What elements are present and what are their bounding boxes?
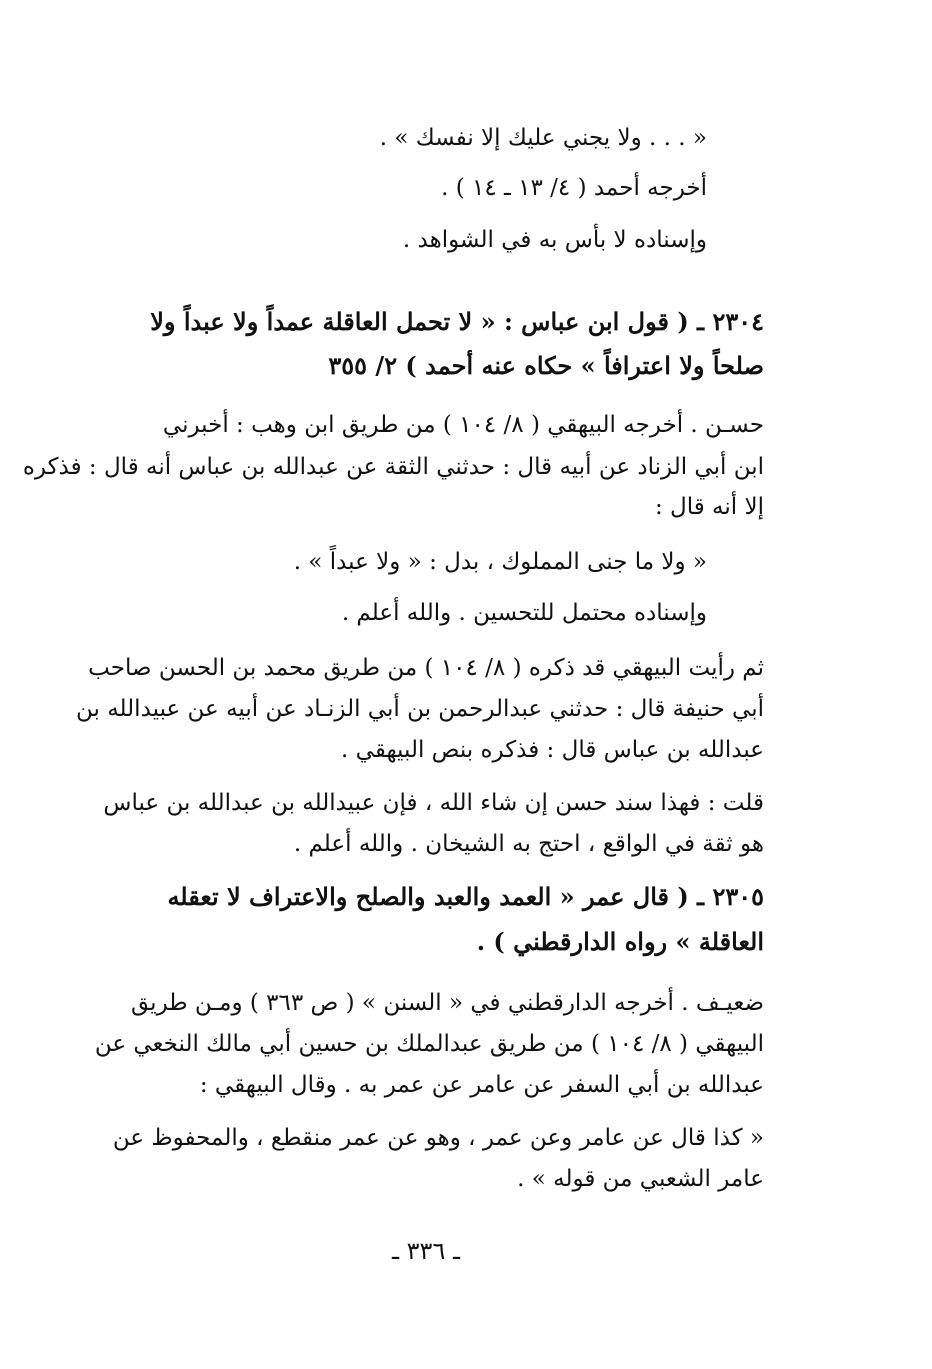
text-line: وإسناده لا بأس به في الشواهد .: [402, 227, 707, 253]
text-line: أبي حنيفة قال : حدثني عبدالرحمن بن أبي الزنـاد عن أبيه عن عبيدالله بن: [76, 696, 764, 722]
text-line: ضعيـف . أخرجه الدارقطني في « السنن » ( ص ٣٦٣ ) ومـن طريق: [130, 990, 764, 1016]
text-line: عبدالله بن عباس قال : فذكره بنص البيهقي .: [341, 737, 764, 763]
quote-line: « ولا ما جنى المملوك ، بدل : « ولا عبداً » .: [293, 549, 707, 575]
hadith-heading-line: ٢٣٠٥ ـ ( قال عمر « العمد والعبد والصلح والاعتراف لا تعقله: [167, 882, 764, 911]
text-line: حسـن . أخرجه البيهقي ( ٨/ ١٠٤ ) من طريق ابن وهب : أخبرني: [162, 412, 764, 438]
text-line: ثم رأيت البيهقي قد ذكره ( ٨/ ١٠٤ ) من طريق محمد بن الحسن صاحب: [88, 655, 764, 681]
text-line: أخرجه أحمد ( ٤/ ١٣ ـ ١٤ ) .: [441, 175, 707, 201]
hadith-heading-line: العاقلة » رواه الدارقطني ) .: [476, 927, 764, 956]
text-line: وإسناده محتمل للتحسين . والله أعلم .: [341, 600, 707, 626]
text-line: قلت : فهذا سند حسن إن شاء الله ، فإن عبيدالله بن عبدالله بن عباس: [103, 790, 764, 816]
quote-line: « كذا قال عن عامر وعن عمر ، وهو عن عمر منقطع ، والمحفوظ عن: [112, 1125, 764, 1151]
text-line: ابن أبي الزناد عن أبيه قال : حدثني الثقة عن عبدالله بن عباس أنه قال : فذكره: [22, 454, 764, 480]
hadith-heading-line: صلحاً ولا اعترافاً » حكاه عنه أحمد ) ٢/ ٣٥٥: [328, 351, 764, 380]
quote-line: عامر الشعبي من قوله » .: [517, 1166, 764, 1192]
quote-line: « . . . ولا يجني عليك إلا نفسك » .: [379, 125, 707, 151]
text-line: إلا أنه قال :: [654, 494, 764, 520]
hadith-heading-line: ٢٣٠٤ ـ ( قول ابن عباس : « لا تحمل العاقلة عمداً ولا عبداً ولا: [150, 307, 764, 336]
text-line: البيهقي ( ٨/ ١٠٤ ) من طريق عبدالملك بن حسين أبي مالك النخعي عن: [94, 1031, 764, 1057]
text-line: هو ثقة في الواقع ، احتج به الشيخان . والله أعلم .: [293, 831, 764, 857]
page-number: ـ ٣٣٦ ـ: [391, 1237, 460, 1265]
text-line: عبدالله بن أبي السفر عن عامر عن عمر به . وقال البيهقي :: [199, 1072, 764, 1098]
